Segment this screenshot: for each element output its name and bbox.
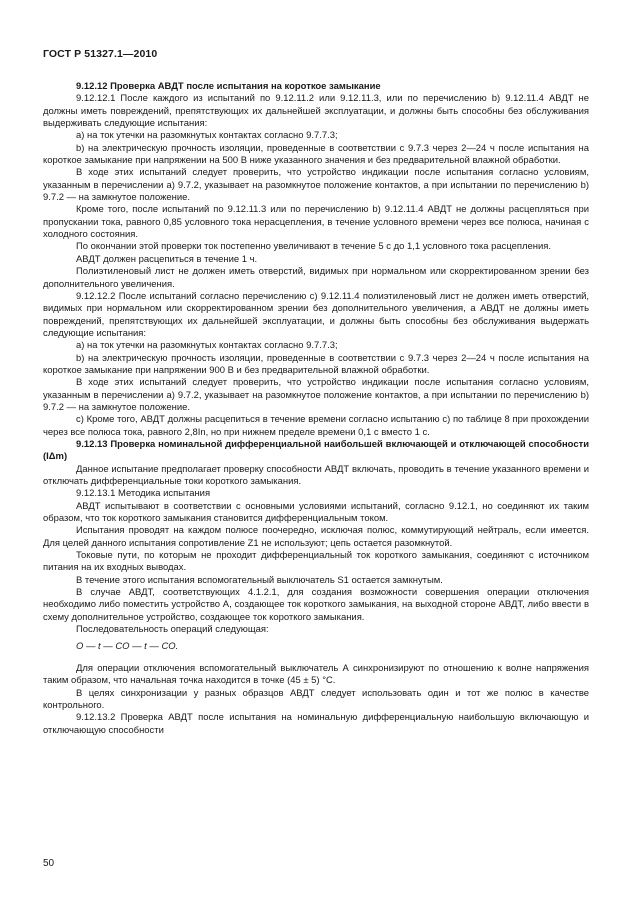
paragraph: В целях синхронизации у разных образцов АВДТ следует использовать один и тот же полюс в качестве контрольного. xyxy=(43,687,589,711)
paragraph: 9.12.12.1 После каждого из испытаний по 9.12.11.2 или 9.12.11.3, или по перечислению b) 9.12.11.4 АВДТ не должны иметь повреждений, препятствующих их дальнейшей эксплуатации, и должны быть способны без обслуживания выдерживать следующие испытания: xyxy=(43,93,589,130)
paragraph: a) на ток утечки на разомкнутых контактах согласно 9.7.7.3; xyxy=(76,340,338,352)
paragraph: В течение этого испытания вспомогательный выключатель S1 остается замкнутым. xyxy=(76,574,443,586)
formula-line: O — t — CO — t — CO. xyxy=(76,641,179,653)
paragraph: 9.12.13.2 Проверка АВДТ после испытания на номинальную дифференциальную наибольшую включающую и отключающую способности xyxy=(43,712,589,736)
paragraph: В случае АВДТ, соответствующих 4.1.2.1, для создания возможности совершения операции отключения необходимо либо поместить устройство А, создающее ток короткого замыкания, на выходной стороне АВДТ, либо ввести в схему дополнительное устройство, создающее ток короткого замыкания. xyxy=(43,587,589,623)
paragraph: 9.12.13.1 Методика испытания xyxy=(76,488,211,500)
section-heading: 9.12.13 Проверка номинальной дифференциальной наибольшей включающей и отключающей способности (IΔm) xyxy=(43,438,589,463)
paragraph: Данное испытание предполагает проверку способности АВДТ включать, проводить в течение указанного времени и отключать дифференциальные токи короткого замыкания. xyxy=(43,463,589,487)
paragraph: b) на электрическую прочность изоляции, проведенные в соответствии с 9.7.3 через 2—24 ч после испытания на короткое замыкание при напряжении 900 В и без предварительной влажной обработки. xyxy=(43,352,589,376)
paragraph: В ходе этих испытаний следует проверить, что устройство индикации после испытания согласно условиям, указанным в перечислении а) 9.7.2, указывает на разомкнутое положение контактов, а при испытании по перечислению b) 9.7.2 — на замкнутое положение. xyxy=(43,377,589,413)
paragraph: Испытания проводят на каждом полюсе поочередно, исключая полюс, коммутирующий нейтраль, если имеется. Для целей данного испытания сопротивление Z1 не используют; цепь остается разомкнутой. xyxy=(43,525,589,549)
paragraph: 9.12.12.2 После испытаний согласно перечислению с) 9.12.11.4 полиэтиленовый лист не должен иметь отверстий, видимых при нормальном или скорректированном зрении без дополнительного увеличения, а АВДТ не должны иметь повреждений, препятствующих их дальнейшей эксплуатации, и должны быть способны без обслуживания выдержать следующие испытания: xyxy=(43,290,589,339)
document-header: ГОСТ Р 51327.1—2010 xyxy=(43,48,158,60)
paragraph: Токовые пути, по которым не проходит дифференциальный ток короткого замыкания, соединяют с источником питания на их входных выводах. xyxy=(43,550,589,574)
document-body xyxy=(43,81,589,737)
paragraph: Кроме того, после испытаний по 9.12.11.3 или по перечислению b) 9.12.11.4 АВДТ не должны расцепляться при пропускании тока, равного 0,85 условного тока нерасцепления, в течение условного времени через все полюса, начиная с холодного состояния. xyxy=(43,204,589,241)
paragraph: В ходе этих испытаний следует проверить, что устройство индикации после испытания согласно условиям, указанным в перечислении а) 9.7.2, указывает на разомкнутое положение контактов, а при испытании по перечислению b) 9.7.2 — на замкнутое положение. xyxy=(43,167,589,204)
paragraph: Для операции отключения вспомогательный выключатель А синхронизируют по отношению к волне напряжения таким образом, что начальная точка находится в точке (45 ± 5) °С. xyxy=(43,662,589,687)
paragraph: Полиэтиленовый лист не должен иметь отверстий, видимых при нормальном или скорректированном зрении без дополнительного увеличения. xyxy=(43,266,589,290)
section-heading: 9.12.12 Проверка АВДТ после испытания на короткое замыкание xyxy=(76,81,381,92)
paragraph: a) на ток утечки на разомкнутых контактах согласно 9.7.7.3; xyxy=(76,130,338,142)
paragraph: АВДТ должен расцепиться в течение 1 ч. xyxy=(76,253,258,265)
page-number: 50 xyxy=(43,858,55,869)
paragraph: b) на электрическую прочность изоляции, проведенные в соответствии с 9.7.3 через 2—24 ч после испытания на короткое замыкание при напряжении на 500 В ниже указанного значения и без предварительной влажной обработки. xyxy=(43,142,589,167)
paragraph: АВДТ испытывают в соответствии с основными условиями испытаний, согласно 9.12.1, но соединяют их таким образом, что ток короткого замыкания становится дифференциальным током. xyxy=(43,500,589,525)
paragraph: Последовательность операций следующая: xyxy=(76,624,269,636)
paragraph: По окончании этой проверки ток постепенно увеличивают в течение 5 с до 1,1 условного тока расцепления. xyxy=(76,241,551,253)
paragraph: c) Кроме того, АВДТ должны расцепиться в течение времени согласно испытанию с) по таблице 8 при прохождении через все полюса тока, равного 2,8In, но при нижнем пределе времени 0,1 с вместо 1 с. xyxy=(43,414,589,438)
